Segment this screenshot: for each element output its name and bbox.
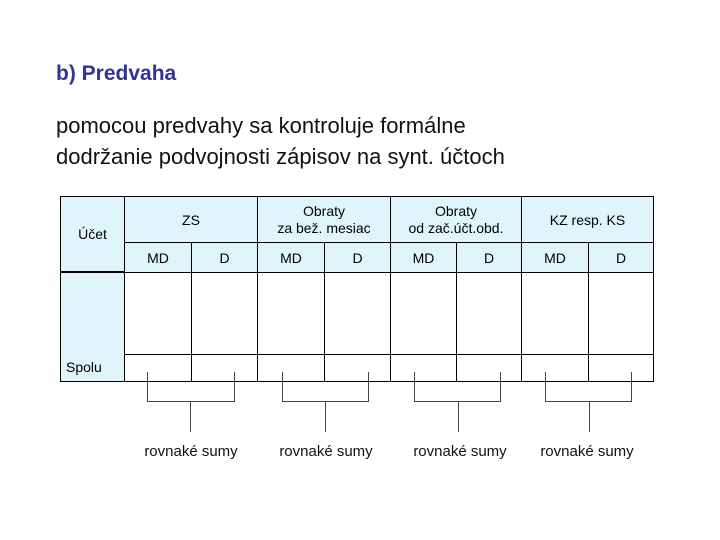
account-header: [60, 196, 125, 272]
page-title: b) Predvaha: [56, 62, 177, 85]
subheader-period-d: [456, 242, 522, 273]
body-cell: [191, 272, 258, 355]
group-header-kz-ks: [521, 196, 654, 243]
subheader-kz-md-label: MD: [544, 249, 566, 266]
subheader-month-md: [257, 242, 325, 273]
body-cell: [124, 272, 192, 355]
bracket-period: [414, 372, 501, 402]
body-cell: [588, 272, 654, 355]
subheader-month-d: [324, 242, 391, 273]
subheader-month-md-label: MD: [280, 249, 302, 266]
body-cell: [324, 272, 391, 355]
subheader-kz-md: [521, 242, 589, 273]
bracket-month: [282, 372, 369, 402]
body-cell: [257, 272, 325, 355]
group-header-zs: [124, 196, 258, 243]
bracket-kz: [545, 372, 632, 402]
subheader-period-md: [390, 242, 457, 273]
equal-sums-label-kz: rovnaké sumy: [540, 443, 634, 460]
group-header-turnover-period-line-1: Obraty: [434, 202, 477, 219]
account-header-label: Účet: [78, 226, 107, 242]
group-header-turnover-month: [257, 196, 391, 243]
equal-sums-label-period: rovnaké sumy: [413, 443, 507, 460]
body-cell: [456, 272, 522, 355]
subheader-zs-md: [124, 242, 192, 273]
bracket-zs-stem: [190, 402, 191, 432]
group-header-turnover-period-line-2: od zač.účt.obd.: [408, 219, 504, 236]
subheader-zs-md-label: MD: [147, 249, 169, 266]
bracket-month-stem: [325, 402, 326, 432]
subheader-zs-d: [191, 242, 258, 273]
total-row-label: Spolu: [66, 359, 102, 375]
description-line-1: pomocou predvahy sa kontroluje formálne: [56, 113, 466, 138]
description: [56, 110, 676, 172]
group-header-zs-label: ZS: [182, 211, 200, 228]
group-header-turnover-month-line-2: za bež. mesiac: [277, 219, 371, 236]
equal-sums-label-zs: rovnaké sumy: [144, 443, 238, 460]
bracket-period-stem: [458, 402, 459, 432]
group-header-turnover-period: [390, 196, 522, 243]
subheader-zs-d-label: D: [219, 249, 230, 266]
subheader-kz-d: [588, 242, 654, 273]
bracket-kz-stem: [589, 402, 590, 432]
group-header-kz-ks-label: KZ resp. KS: [549, 211, 626, 228]
subheader-kz-d-label: D: [615, 249, 627, 266]
subheader-period-d-label: D: [483, 249, 495, 266]
description-line-2: dodržanie podvojnosti zápisov na synt. účtoch: [56, 144, 505, 169]
group-header-turnover-month-line-1: Obraty: [302, 202, 345, 219]
body-cell: [390, 272, 457, 355]
subheader-month-d-label: D: [352, 249, 363, 266]
body-cell: [521, 272, 589, 355]
bracket-zs: [147, 372, 235, 402]
subheader-period-md-label: MD: [412, 249, 435, 266]
equal-sums-label-month: rovnaké sumy: [279, 443, 373, 460]
